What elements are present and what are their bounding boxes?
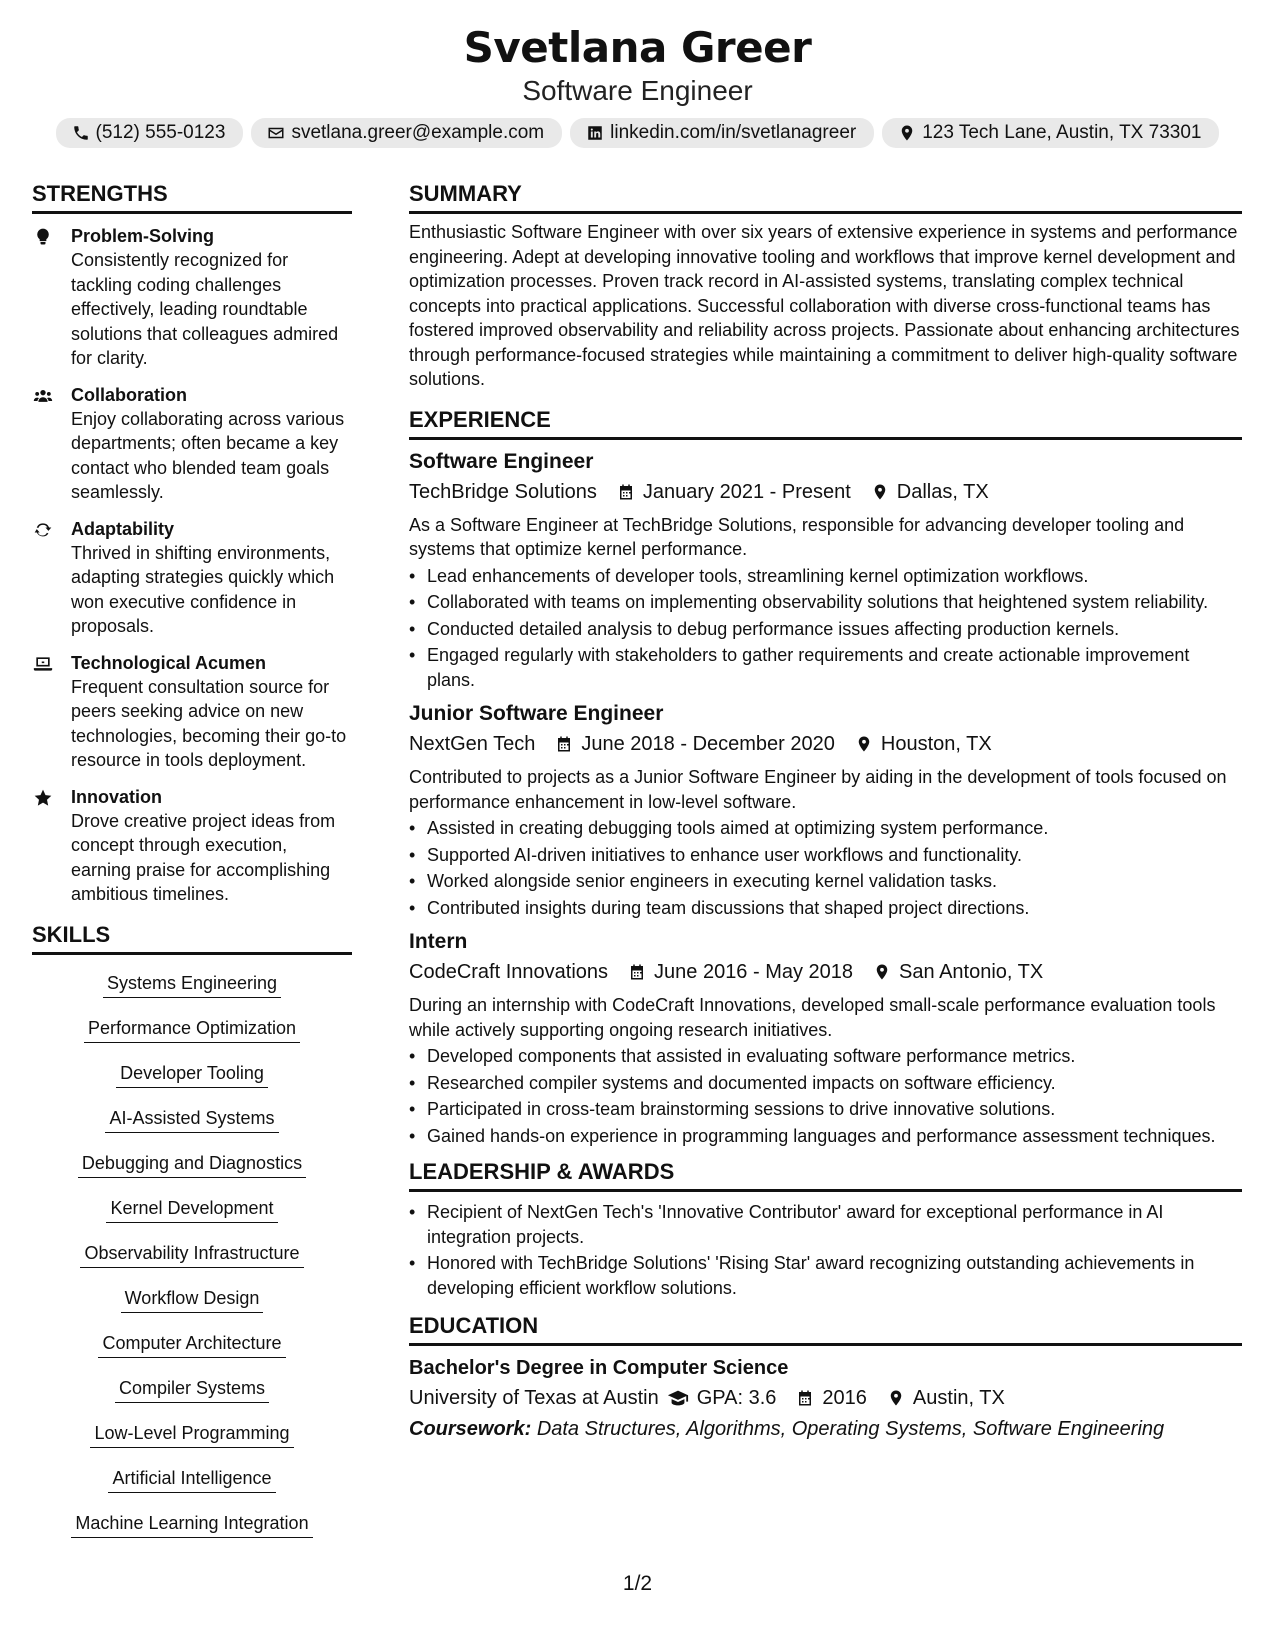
skill-label: Low-Level Programming [90, 1419, 293, 1448]
job-bullet: • Researched compiler systems and documented impacts on software efficiency. [409, 1071, 1242, 1096]
skill-item [32, 1014, 352, 1046]
envelope-icon [267, 124, 285, 142]
job-description: Contributed to projects as a Junior Software Engineer by aiding in the development of tools focused on performance enhancement in low-level software. [409, 767, 1227, 812]
degree-title: Bachelor's Degree in Computer Science [409, 1357, 789, 1379]
linkedin-icon [586, 124, 604, 142]
job-bullets [409, 564, 1242, 693]
skill-item [32, 1374, 352, 1406]
location-pin-icon [898, 124, 916, 142]
skill-item [32, 1104, 352, 1136]
education-entry [409, 1354, 1242, 1443]
strength-description: Frequent consultation source for peers seeking advice on new technologies, becoming their go-to resource in tools deployment. [71, 676, 347, 770]
job-description: As a Software Engineer at TechBridge Solutions, responsible for advancing developer tooling and systems that optimize kernel performance. [409, 514, 1185, 559]
skill-item [32, 1284, 352, 1316]
job-bullet: • Contributed insights during team discussions that shaped project directions. [409, 896, 1242, 921]
strength-item [32, 785, 352, 907]
job-meta [409, 729, 1242, 759]
contact-linkedin[interactable] [570, 118, 874, 148]
contact-email-text: svetlana.greer@example.com [291, 122, 545, 143]
strengths-heading: STRENGTHS [32, 180, 352, 214]
contact-email[interactable] [251, 118, 562, 148]
contact-phone-text: (512) 555-0123 [95, 122, 226, 143]
skill-label: Artificial Intelligence [108, 1464, 275, 1493]
skill-item [32, 1239, 352, 1271]
strengths-list [32, 224, 352, 907]
coursework-list: Data Structures, Algorithms, Operating Systems, Software Engineering [536, 1418, 1165, 1440]
summary-heading: SUMMARY [409, 180, 1242, 214]
job-location: San Antonio, TX [899, 961, 1044, 983]
strength-title: Problem-Solving [71, 226, 215, 246]
users-icon [32, 386, 54, 406]
school-name: University of Texas at Austin [409, 1387, 659, 1409]
skill-item [32, 969, 352, 1001]
skills-heading: SKILLS [32, 921, 352, 955]
leadership-heading: LEADERSHIP & AWARDS [409, 1158, 1242, 1192]
skill-item [32, 1419, 352, 1451]
skill-label: Machine Learning Integration [71, 1509, 312, 1538]
job-bullet: • Assisted in creating debugging tools aimed at optimizing system performance. [409, 816, 1242, 841]
strength-description: Enjoy collaborating across various departments; often became a key contact who blended team goals seamlessly. [71, 408, 345, 502]
skill-item [32, 1149, 352, 1181]
coursework [409, 1415, 1242, 1443]
job-dates: June 2018 - December 2020 [581, 733, 835, 755]
strength-description: Drove creative project ideas from concept through execution, earning praise for accomplishing ambitious timelines. [71, 810, 336, 904]
job-bullet: • Engaged regularly with stakeholders to gather requirements and create actionable improvement plans. [409, 643, 1242, 692]
job-bullets [409, 1044, 1242, 1148]
job-bullets [409, 816, 1242, 920]
laptop-icon [32, 654, 54, 674]
calendar-icon [628, 963, 646, 981]
strength-item [32, 651, 352, 773]
phone-icon [72, 124, 90, 142]
job-meta [409, 477, 1242, 507]
strength-item [32, 383, 352, 505]
skill-label: Developer Tooling [116, 1059, 268, 1088]
job-description: During an internship with CodeCraft Innovations, developed small-scale performance evaluation tools while actively supporting ongoing research initiatives. [409, 995, 1216, 1040]
location-pin-icon [873, 963, 891, 981]
strength-title: Technological Acumen [71, 652, 267, 673]
skill-label: Performance Optimization [84, 1014, 300, 1043]
skill-item [32, 1059, 352, 1091]
right-column [409, 180, 1242, 1443]
contact-linkedin-text: linkedin.com/in/svetlanagreer [610, 122, 857, 143]
skill-label: Computer Architecture [98, 1329, 285, 1358]
award-bullet: • Honored with TechBridge Solutions' 'Rising Star' award recognizing outstanding achievements in developing efficient workflow solutions. [409, 1251, 1242, 1300]
job-bullet: • Conducted detailed analysis to debug performance issues affecting production kernels. [409, 617, 1242, 642]
strength-title: Collaboration [71, 384, 187, 405]
job-dates: January 2021 - Present [642, 480, 851, 503]
job-title: Intern [409, 930, 468, 953]
job-bullet: • Gained hands-on experience in programming languages and performance assessment techniques. [409, 1124, 1242, 1149]
job-title: Junior Software Engineer [409, 702, 664, 725]
skill-label: Kernel Development [106, 1194, 277, 1223]
strength-title: Innovation [71, 786, 162, 807]
strength-description: Thrived in shifting environments, adapting strategies quickly which won executive confidence in proposals. [71, 542, 335, 636]
location-pin-icon [871, 483, 889, 501]
contact-address-text: 123 Tech Lane, Austin, TX 73301 [922, 122, 1202, 143]
job-company: CodeCraft Innovations [409, 961, 609, 983]
job-bullet: • Participated in cross-team brainstorming sessions to drive innovative solutions. [409, 1097, 1242, 1122]
skill-label: Workflow Design [121, 1284, 264, 1313]
coursework-label: Coursework: [409, 1418, 532, 1440]
strength-item [32, 224, 352, 371]
job-company: NextGen Tech [409, 733, 536, 755]
strength-item [32, 517, 352, 639]
job-location: Dallas, TX [896, 480, 989, 503]
candidate-name: Svetlana Greer [463, 23, 812, 72]
skill-item [32, 1509, 352, 1541]
candidate-role: Software Engineer [522, 75, 753, 106]
job-company: TechBridge Solutions [409, 480, 597, 503]
left-column [32, 180, 352, 1554]
education-gpa: GPA: 3.6 [696, 1387, 777, 1409]
graduation-cap-icon [667, 1387, 689, 1409]
contact-phone[interactable] [56, 118, 244, 148]
job-title: Software Engineer [409, 449, 594, 473]
resume-header [0, 22, 1275, 148]
contact-bar [0, 118, 1275, 148]
education-location: Austin, TX [912, 1387, 1005, 1409]
job-entry [409, 928, 1242, 1148]
calendar-icon [796, 1389, 814, 1407]
education-heading: EDUCATION [409, 1312, 1242, 1346]
job-dates: June 2016 - May 2018 [654, 961, 854, 983]
job-location: Houston, TX [880, 733, 992, 755]
sync-icon [32, 520, 54, 540]
job-bullet: • Worked alongside senior engineers in executing kernel validation tasks. [409, 869, 1242, 894]
skill-label: Compiler Systems [115, 1374, 269, 1403]
skill-item [32, 1464, 352, 1496]
skill-item [32, 1329, 352, 1361]
star-icon [32, 788, 54, 808]
job-meta [409, 957, 1242, 987]
job-bullet: • Developed components that assisted in evaluating software performance metrics. [409, 1044, 1242, 1069]
experience-heading: EXPERIENCE [409, 406, 1242, 440]
skill-label: Systems Engineering [103, 969, 281, 998]
lightbulb-icon [32, 227, 54, 247]
job-entry [409, 448, 1242, 693]
strength-title: Adaptability [71, 518, 175, 539]
job-bullet: • Supported AI-driven initiatives to enhance user workflows and functionality. [409, 843, 1242, 868]
education-meta [409, 1383, 1242, 1413]
skill-item [32, 1194, 352, 1226]
skill-label: Observability Infrastructure [80, 1239, 303, 1268]
education-year: 2016 [822, 1387, 867, 1409]
job-bullet: • Lead enhancements of developer tools, streamlining kernel optimization workflows. [409, 564, 1242, 589]
skills-list [32, 969, 352, 1541]
summary-text: Enthusiastic Software Engineer with over six years of extensive experience in systems and performance engineering. Adept at developing innovative tooling and workflows that improve kernel development and optimization processes. Proven track record in AI-assisted systems, translating complex technical concepts into practical applications. Successful collaboration with diverse cross-functional teams has fostered improved observability and reliability across projects. Passionate about enhancing architectures through performance-focused strategies while maintaining a commitment to deliver high-quality software solutions. [409, 222, 1240, 389]
job-bullet: • Collaborated with teams on implementing observability solutions that heightened system reliability. [409, 590, 1242, 615]
page-number: 1/2 [622, 1572, 653, 1595]
location-pin-icon [887, 1389, 905, 1407]
skill-label: Debugging and Diagnostics [78, 1149, 306, 1178]
location-pin-icon [855, 735, 873, 753]
calendar-icon [555, 735, 573, 753]
job-entry [409, 700, 1242, 920]
award-bullet: • Recipient of NextGen Tech's 'Innovative Contributor' award for exceptional performance in AI integration projects. [409, 1200, 1242, 1249]
calendar-icon [617, 483, 635, 501]
skill-label: AI-Assisted Systems [105, 1104, 278, 1133]
contact-address [882, 118, 1219, 148]
strength-description: Consistently recognized for tackling coding challenges effectively, leading roundtable solutions that colleagues admired for clarity. [71, 250, 339, 368]
leadership-bullets [409, 1200, 1242, 1300]
